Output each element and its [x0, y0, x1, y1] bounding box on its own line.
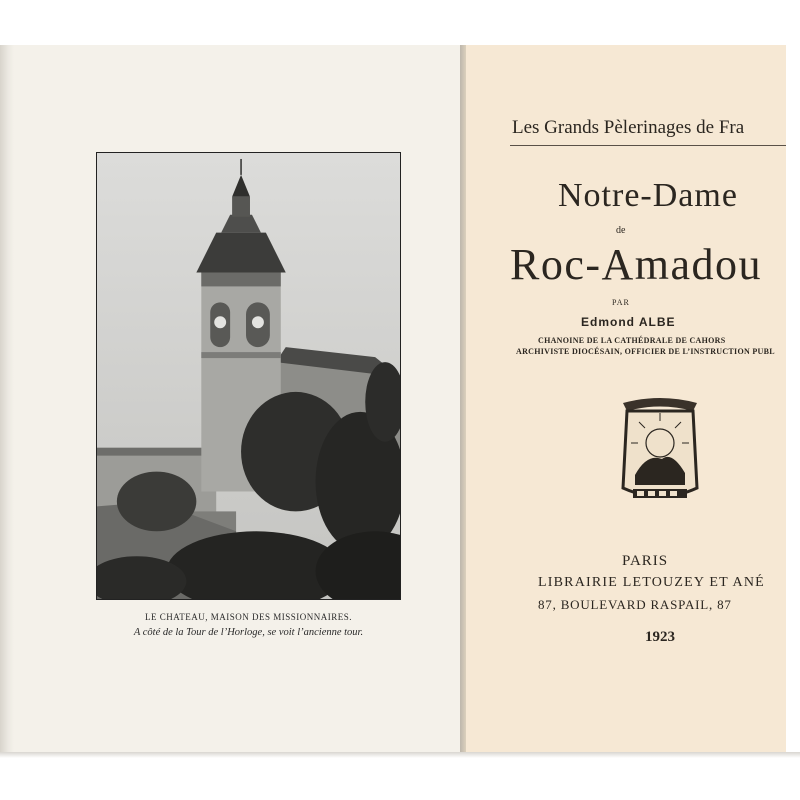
- book-title-line2: Roc-Amadou: [510, 240, 763, 289]
- caption-subtitle: A côté de la Tour de l’Horloge, se voit l’ancienne tour.: [133, 627, 364, 638]
- publisher-name: LIBRAIRIE LETOUZEY ET ANÉ: [538, 575, 765, 590]
- publisher-emblem-icon: [617, 393, 703, 505]
- book-title-line1: Notre-Dame: [558, 177, 738, 214]
- title-page: [466, 45, 786, 753]
- publication-city: PARIS: [622, 553, 669, 569]
- author-role-1: CHANOINE DE LA CATHÉDRALE DE CAHORS: [538, 336, 726, 345]
- series-rule: [510, 145, 786, 146]
- photo-caption: [96, 612, 401, 638]
- bottom-shadow: [0, 752, 800, 758]
- by-label: PAR: [612, 298, 630, 307]
- caption-title: LE CHATEAU, MAISON DES MISSIONNAIRES.: [144, 612, 352, 622]
- chateau-photograph: [96, 152, 401, 600]
- book-title-de: de: [616, 225, 626, 236]
- publication-year: 1923: [645, 629, 675, 645]
- publisher-address: 87, BOULEVARD RASPAIL, 87: [538, 597, 732, 612]
- series-title: Les Grands Pèlerinages de Fra: [512, 117, 745, 138]
- author-role-2: ARCHIVISTE DIOCÉSAIN, OFFICIER DE L’INSTRUCTION PUBL: [516, 347, 775, 356]
- author-name: Edmond ALBE: [581, 315, 676, 329]
- left-page-edge: [0, 45, 14, 753]
